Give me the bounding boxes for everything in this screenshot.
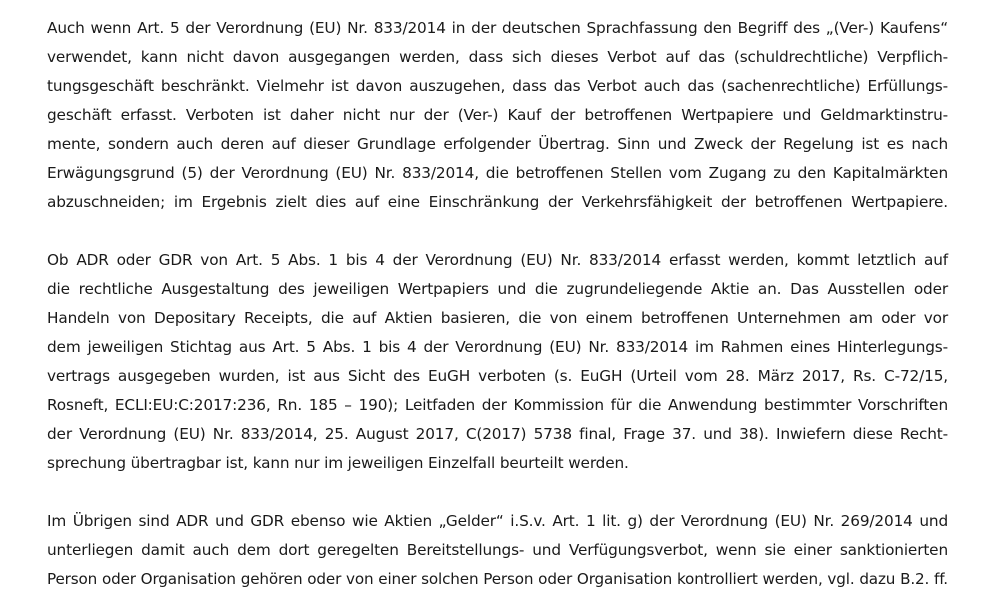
- text-line: Rosneft, ECLI:EU:C:2017:236, Rn. 185 – 190); Leitfaden der Kommission für die Anwendung bestimmter Vorschriften: [47, 396, 948, 414]
- text-line: unterliegen damit auch dem dort geregelten Bereitstellungs- und Verfügungsverbot, wenn sie einer sanktionierten: [47, 541, 948, 559]
- document-page: [47, 14, 948, 594]
- text-line: verwendet, kann nicht davon ausgegangen werden, dass sich dieses Verbot auf das (schuldrechtliche) Verpflich-: [47, 48, 948, 66]
- text-line: Auch wenn Art. 5 der Verordnung (EU) Nr. 833/2014 in der deutschen Sprachfassung den Begriff des „(Ver-) Kaufens“: [47, 19, 948, 37]
- text-line: Ob ADR oder GDR von Art. 5 Abs. 1 bis 4 der Verordnung (EU) Nr. 833/2014 erfasst werden, kommt letztlich auf: [47, 251, 948, 269]
- text-line: mente, sondern auch deren auf dieser Grundlage erfolgender Übertrag. Sinn und Zweck der Regelung ist es nach: [47, 135, 948, 153]
- text-line: der Verordnung (EU) Nr. 833/2014, 25. August 2017, C(2017) 5738 final, Frage 37. und 38). Inwiefern diese Recht-: [47, 425, 948, 443]
- text-line: tungsgeschäft beschränkt. Vielmehr ist davon auszugehen, dass das Verbot auch das (sachenrechtliche) Erfüllungs-: [47, 77, 948, 95]
- text-line: vertrags ausgegeben wurden, ist aus Sicht des EuGH verboten (s. EuGH (Urteil vom 28. März 2017, Rs. C-72/15,: [47, 367, 948, 385]
- text-line: Im Übrigen sind ADR und GDR ebenso wie Aktien „Gelder“ i.S.v. Art. 1 lit. g) der Verordnung (EU) Nr. 269/2014 und: [47, 512, 948, 530]
- text-line: dem jeweiligen Stichtag aus Art. 5 Abs. 1 bis 4 der Verordnung (EU) Nr. 833/2014 im Rahmen eines Hinterlegungs-: [47, 338, 948, 356]
- text-line: Handeln von Depositary Receipts, die auf Aktien basieren, die von einem betroffenen Unternehmen am oder vor: [47, 309, 948, 327]
- text-line: sprechung übertragbar ist, kann nur im jeweiligen Einzelfall beurteilt werden.: [47, 454, 629, 472]
- text-line: Person oder Organisation gehören oder von einer solchen Person oder Organisation kontrolliert werden, vgl. dazu B.2. ff.: [47, 570, 948, 588]
- paragraph-gap: [47, 478, 948, 507]
- text-line: die rechtliche Ausgestaltung des jeweiligen Wertpapiers und die zugrundeliegende Aktie an. Das Ausstellen oder: [47, 280, 948, 298]
- paragraph-gap: [47, 217, 948, 246]
- paragraph-1: [47, 14, 948, 217]
- text-line: abzuschneiden; im Ergebnis zielt dies auf eine Einschränkung der Verkehrsfähigkeit der betroffenen Wertpapiere.: [47, 193, 948, 211]
- text-line: geschäft erfasst. Verboten ist daher nicht nur der (Ver-) Kauf der betroffenen Wertpapiere und Geldmarktinstru-: [47, 106, 948, 124]
- paragraph-3: [47, 507, 948, 594]
- text-line: Erwägungsgrund (5) der Verordnung (EU) Nr. 833/2014, die betroffenen Stellen vom Zugang zu den Kapitalmärkten: [47, 164, 948, 182]
- paragraph-2: [47, 246, 948, 478]
